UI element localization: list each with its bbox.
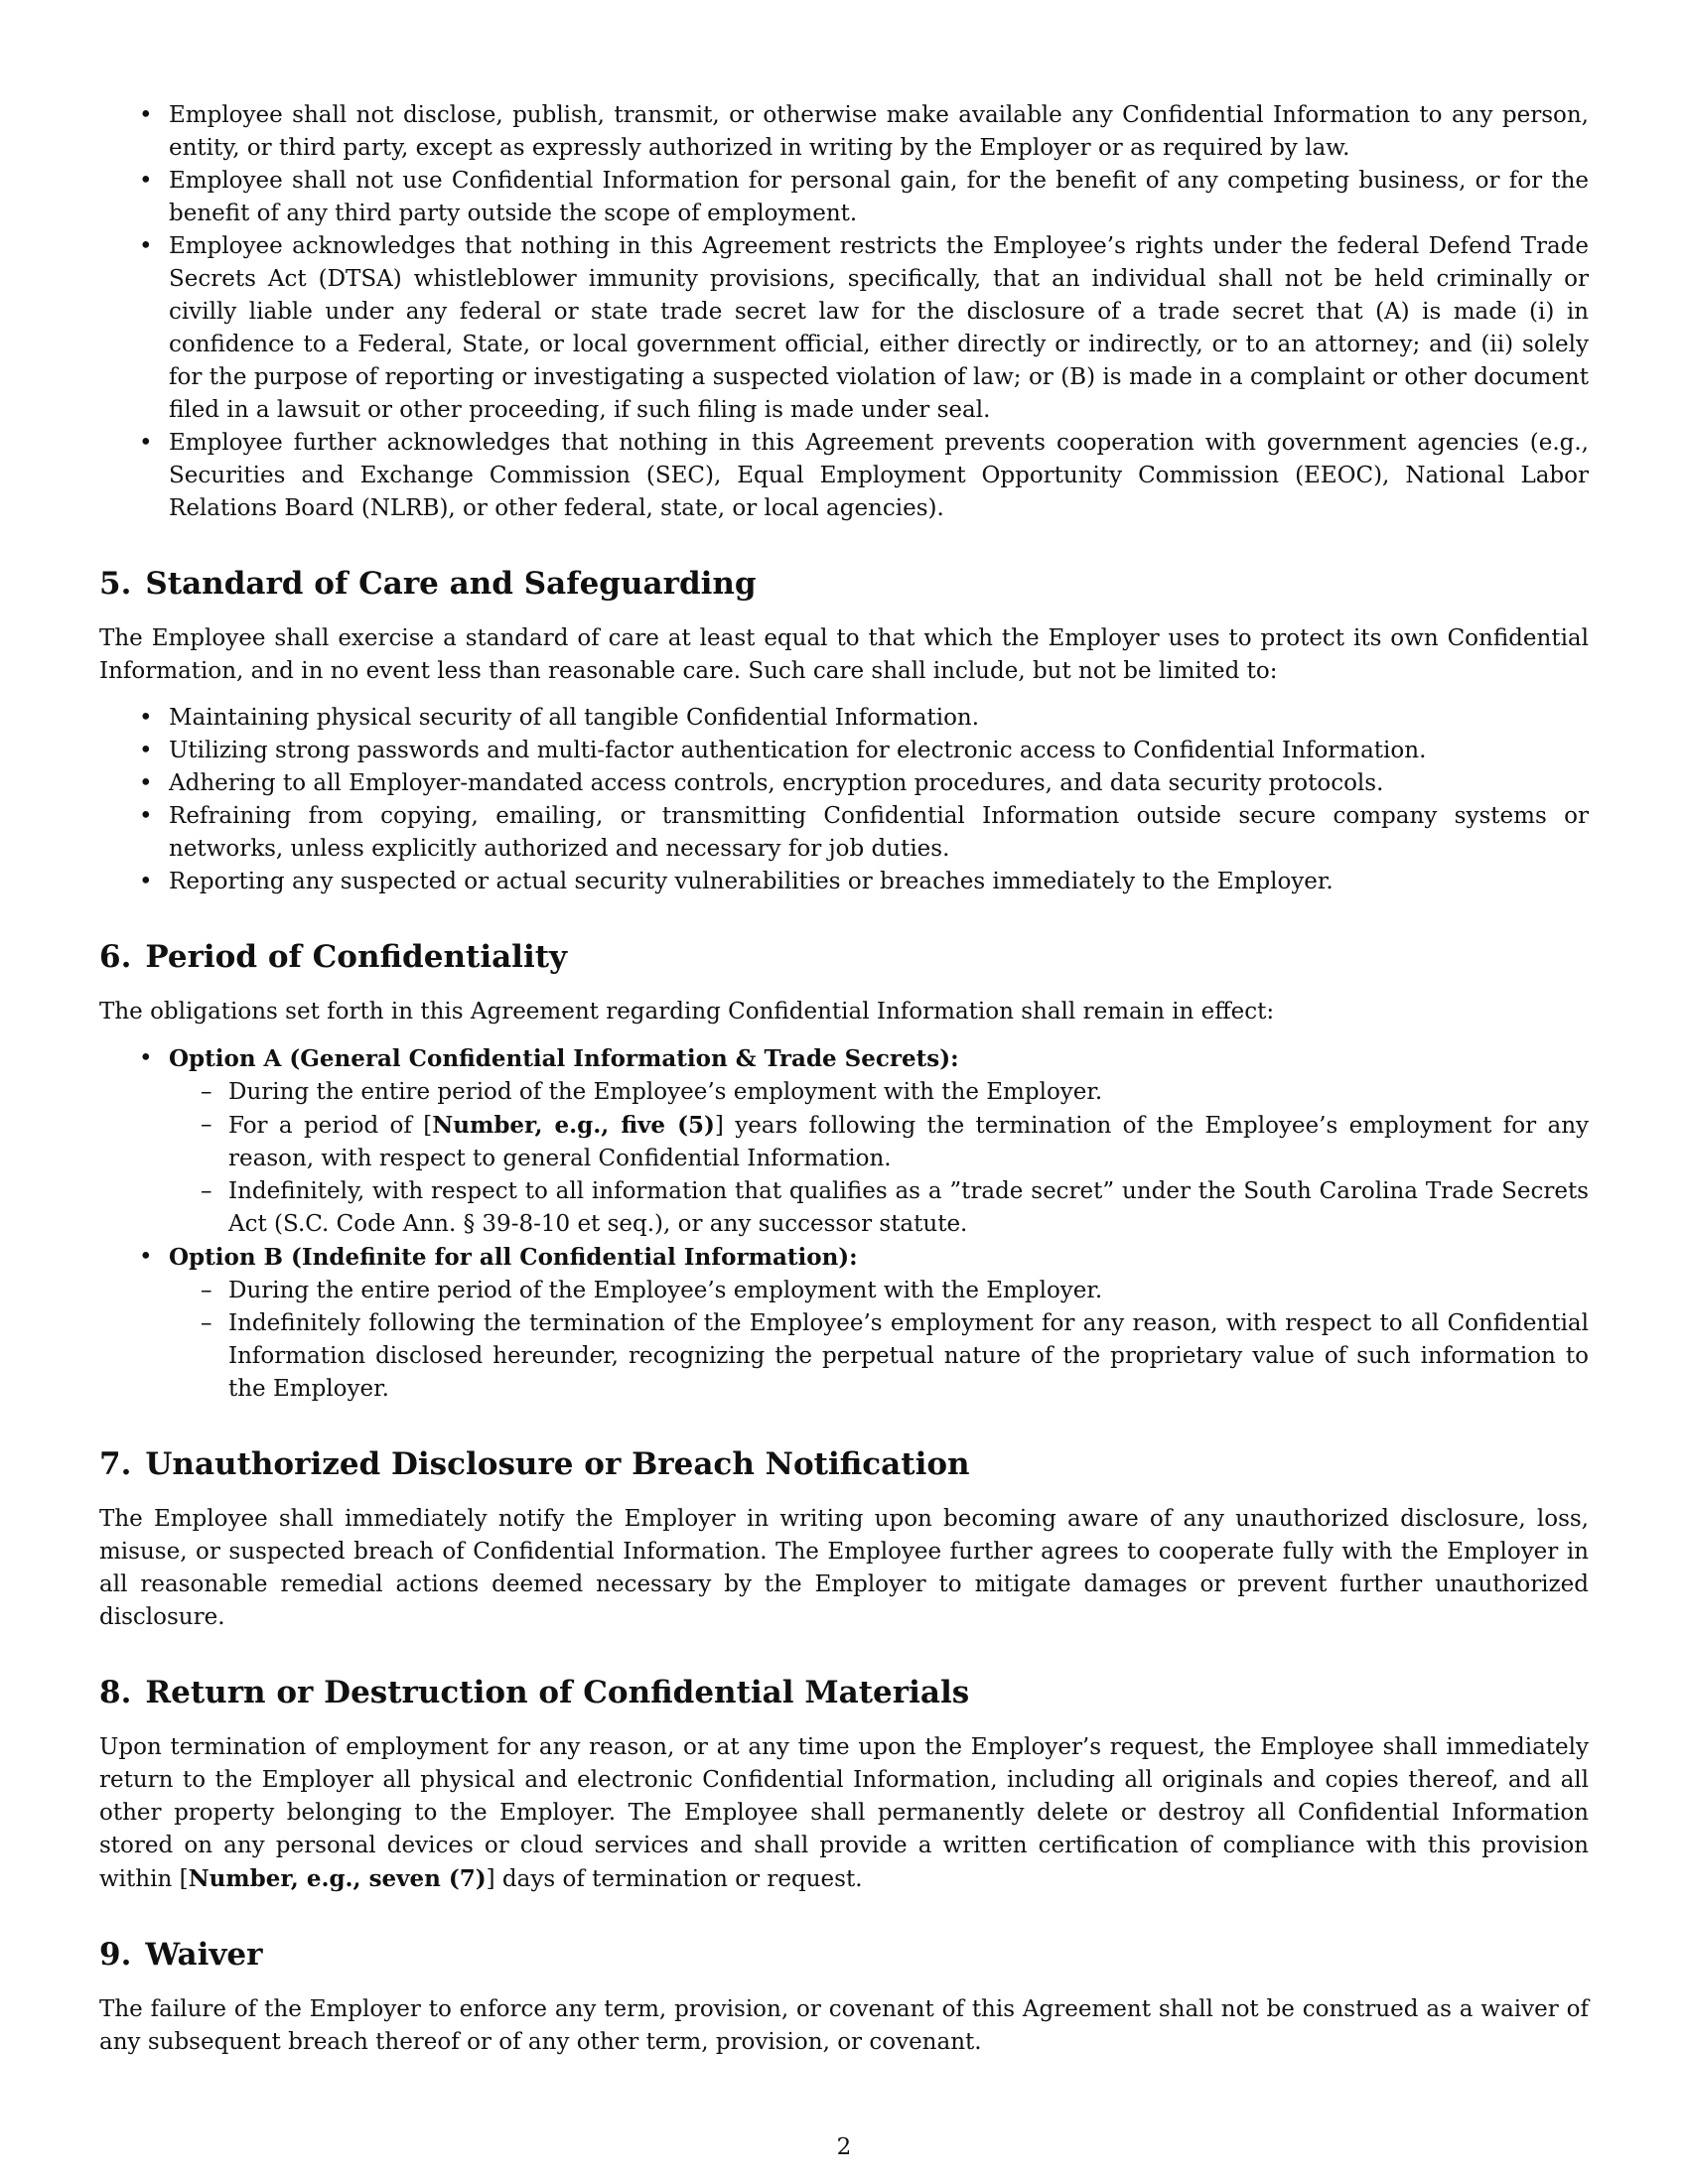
page-number: 2 — [836, 2134, 852, 2160]
list-item: • Employee acknowledges that nothing in this Agreement restricts the Employee’s rights under the federal Defend Trade Secrets Act (DTSA) whistleblower immunity provisions, specifically, that an individual shall not be held criminally or civilly liable under any federal or state trade secret law for the disclosure of a trade secret that (A) is made (i) in confidence to a Federal, State, or local government official, either directly or indirectly, or to an attorney; and (ii) solely for the purpose of reporting or investigating a suspected violation of law; or (B) is made in a complaint or other document filed in a lawsuit or other proceeding, if such filing is made under seal. — [99, 230, 1589, 427]
section-6-intro: The obligations set forth in this Agreement regarding Confidential Information shall remain in effect: — [99, 999, 1275, 1024]
section-8-body: Upon termination of employment for any reason, or at any time upon the Employer’s request, the Employee shall immediately return to the Employer all physical and electronic Confidential Information, including all originals and copies thereof, and all other property belonging to the Employer. The Employee shall permanently delete or destroy all Confidential Information stored on any personal devices or cloud services and shall provide a written certification of compliance with this provision within [Number, e.g., seven (7)] days of termination or request. — [99, 1734, 1589, 1892]
list-item: – Indefinitely following the termination of the Employee’s employment for any reason, with respect to all Confidential Information disclosed hereunder, recognizing the perpetual nature of the proprietary value of such information to the Employer. — [169, 1307, 1589, 1406]
section-8-heading: 8. Return or Destruction of Confidential Materials — [99, 1675, 970, 1710]
option-b-sublist — [169, 1275, 1589, 1406]
section-5-list — [99, 702, 1589, 898]
section-5-heading: 5. Standard of Care and Safeguarding — [99, 566, 757, 602]
list-item: • Refraining from copying, emailing, or transmitting Confidential Information outside secure company systems or networks, unless explicitly authorized and necessary for job duties. — [99, 800, 1589, 866]
list-item: • Employee further acknowledges that nothing in this Agreement prevents cooperation with government agencies (e.g., Securities and Exchange Commission (SEC), Equal Employment Opportunity Commission (EEOC), National Labor Relations Board (NLRB), or other federal, state, or local agencies). — [99, 427, 1589, 525]
section-6-options-list — [99, 1042, 1589, 1406]
option-b — [99, 1241, 1589, 1406]
section-7-heading: 7. Unauthorized Disclosure or Breach Notification — [99, 1446, 970, 1482]
section-5-intro: The Employee shall exercise a standard of care at least equal to that which the Employer uses to protect its own Confidential Information, and in no event less than reasonable care. Such care shall include, but not be limited to: — [99, 625, 1589, 684]
section-9-body: The failure of the Employer to enforce any term, provision, or covenant of this Agreement shall not be construed as a waiver of any subsequent breach thereof or of any other term, provision, or covenant. — [99, 1996, 1589, 2055]
list-item: – During the entire period of the Employee’s employment with the Employer. — [169, 1275, 1589, 1307]
list-item: • Reporting any suspected or actual security vulnerabilities or breaches immediately to the Employer. — [99, 866, 1589, 898]
list-item: – During the entire period of the Employee’s employment with the Employer. — [169, 1076, 1589, 1109]
confidentiality-obligations-list — [99, 99, 1589, 525]
option-b-label: Option B (Indefinite for all Confidential Information): — [169, 1244, 858, 1271]
section-7-body: The Employee shall immediately notify the Employer in writing upon becoming aware of any unauthorized disclosure, loss, misuse, or suspected breach of Confidential Information. The Employee further agrees to cooperate fully with the Employer in all reasonable remedial actions deemed necessary by the Employer to mitigate damages or prevent further unauthorized disclosure. — [99, 1506, 1589, 1630]
option-a-sublist — [169, 1076, 1589, 1241]
list-item: – For a period of [Number, e.g., five (5)] years following the termination of the Employee’s employment for any reason, with respect to general Confidential Information. — [169, 1109, 1589, 1175]
list-item: • Employee shall not use Confidential Information for personal gain, for the benefit of any competing business, or for the benefit of any third party outside the scope of employment. — [99, 165, 1589, 230]
list-item: • Adhering to all Employer-mandated access controls, encryption procedures, and data security protocols. — [99, 767, 1589, 800]
option-a — [99, 1042, 1589, 1241]
list-item: – Indefinitely, with respect to all information that qualifies as a ”trade secret” under the South Carolina Trade Secrets Act (S.C. Code Ann. § 39-8-10 et seq.), or any successor statute. — [169, 1175, 1589, 1241]
list-item: • Utilizing strong passwords and multi-factor authentication for electronic access to Confidential Information. — [99, 735, 1589, 767]
list-item: • Employee shall not disclose, publish, transmit, or otherwise make available any Confidential Information to any person, entity, or third party, except as expressly authorized in writing by the Employer or as required by law. — [99, 99, 1589, 165]
option-a-label: Option A (General Confidential Information & Trade Secrets): — [169, 1045, 959, 1072]
section-6-heading: 6. Period of Confidentiality — [99, 939, 568, 975]
list-item: • Maintaining physical security of all tangible Confidential Information. — [99, 702, 1589, 735]
section-9-heading: 9. Waiver — [99, 1937, 263, 1973]
document-page — [99, 99, 1589, 2073]
